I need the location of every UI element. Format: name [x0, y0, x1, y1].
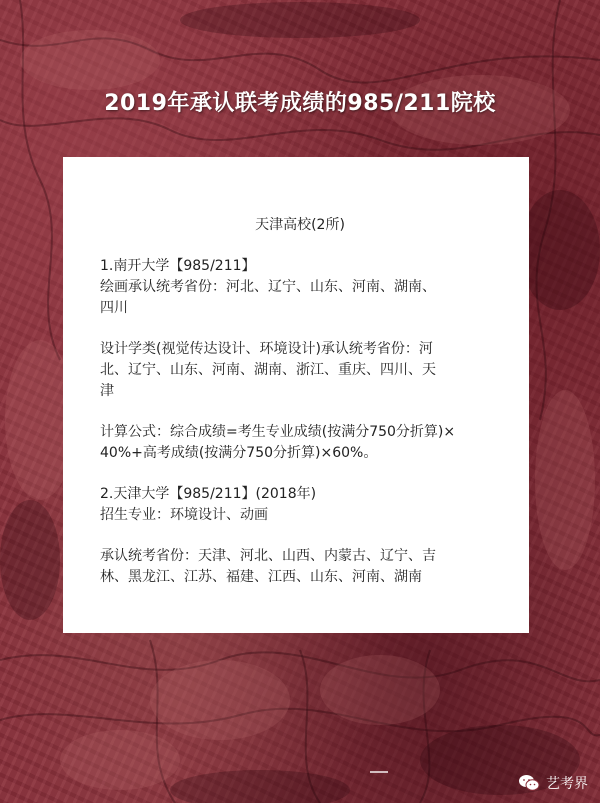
- school-1-formula-line-1: 计算公式：综合成绩=考生专业成绩(按满分750分折算)×: [100, 424, 456, 440]
- watermark: [518, 773, 588, 793]
- school-2-provinces-block: [100, 546, 500, 588]
- school-1-painting-line-2: 四川: [100, 300, 128, 316]
- school-1-painting-line-1: 绘画承认统考省份：河北、辽宁、山东、河南、湖南、: [100, 279, 436, 295]
- divider-dash: [370, 771, 388, 773]
- school-2-provinces-line-2: 林、黑龙江、江苏、福建、江西、山东、河南、湖南: [100, 569, 422, 585]
- school-1-design-line-3: 津: [100, 383, 114, 399]
- card-content: [100, 215, 500, 608]
- school-2-block: [100, 484, 500, 526]
- school-1-design-block: [100, 339, 500, 402]
- info-card: [63, 157, 529, 633]
- school-2-major: 招生专业：环境设计、动画: [100, 507, 268, 523]
- school-1-formula-line-2: 40%+高考成绩(按满分750分折算)×60%。: [100, 445, 378, 461]
- school-1-design-line-2: 北、辽宁、山东、河南、湖南、浙江、重庆、四川、天: [100, 362, 436, 378]
- school-2-provinces-line-1: 承认统考省份：天津、河北、山西、内蒙古、辽宁、吉: [100, 548, 436, 564]
- wechat-icon: [518, 774, 540, 792]
- school-1-block: [100, 256, 500, 319]
- school-1-name: 1.南开大学【985/211】: [100, 258, 256, 274]
- page-title: 2019年承认联考成绩的985/211院校: [104, 91, 496, 116]
- school-1-formula-block: [100, 422, 500, 464]
- watermark-text: 艺考界: [546, 776, 588, 792]
- school-1-design-line-1: 设计学类(视觉传达设计、环境设计)承认统考省份：河: [100, 341, 433, 357]
- card-heading: 天津高校(2所): [255, 217, 345, 233]
- school-2-name: 2.天津大学【985/211】(2018年): [100, 486, 317, 502]
